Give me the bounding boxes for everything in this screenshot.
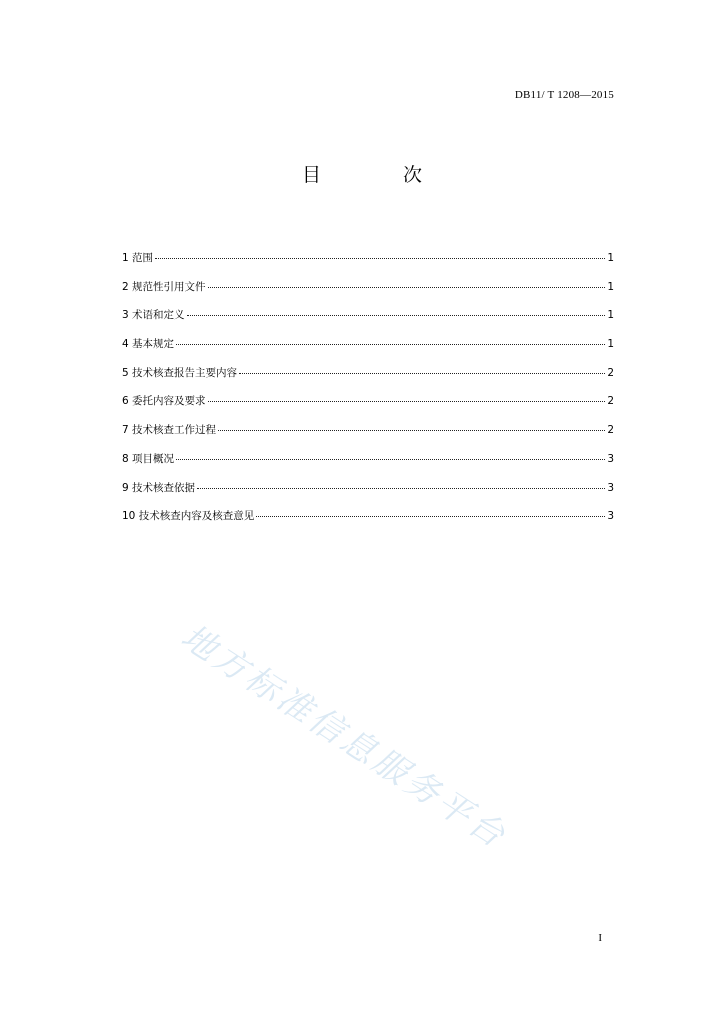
toc-entry[interactable] bbox=[122, 336, 614, 365]
watermark: 地方标准信息服务平台 bbox=[173, 616, 515, 858]
toc-entry-page: 2 bbox=[607, 395, 614, 408]
toc-entry-label: 6 委托内容及要求 bbox=[122, 395, 206, 408]
toc-entry-page: 3 bbox=[607, 481, 614, 494]
toc-entry[interactable] bbox=[122, 393, 614, 422]
toc-entry-page: 1 bbox=[607, 252, 614, 264]
toc-entry[interactable] bbox=[122, 451, 614, 480]
toc-entry-label: 8 项目概况 bbox=[122, 452, 175, 465]
toc-entry[interactable] bbox=[122, 365, 614, 394]
dot-leader bbox=[256, 516, 605, 517]
toc-entry-label: 10 技术核查内容及核查意见 bbox=[122, 510, 255, 523]
toc-entry[interactable] bbox=[122, 422, 614, 451]
toc-entry[interactable] bbox=[122, 508, 614, 537]
toc-entry-page: 2 bbox=[607, 424, 614, 437]
toc-entry-label: 2 规范性引用文件 bbox=[122, 280, 206, 293]
table-of-contents bbox=[122, 250, 614, 537]
dot-leader bbox=[197, 488, 605, 489]
dot-leader bbox=[208, 401, 606, 402]
page-number: I bbox=[598, 932, 602, 944]
toc-entry-label: 1 范围 bbox=[122, 252, 154, 264]
dot-leader bbox=[187, 315, 606, 316]
standard-code: DB11/ T 1208—2015 bbox=[514, 89, 614, 101]
toc-entry-page: 1 bbox=[607, 309, 614, 322]
toc-entry[interactable] bbox=[122, 480, 614, 509]
toc-entry-page: 1 bbox=[607, 280, 614, 293]
toc-entry[interactable] bbox=[122, 307, 614, 336]
dot-leader bbox=[239, 373, 605, 374]
toc-entry-page: 1 bbox=[607, 338, 614, 351]
toc-entry-label: 9 技术核查依据 bbox=[122, 481, 196, 494]
toc-entry-label: 7 技术核查工作过程 bbox=[122, 424, 217, 437]
toc-entry[interactable] bbox=[122, 250, 614, 279]
dot-leader bbox=[218, 430, 605, 431]
toc-entry[interactable] bbox=[122, 279, 614, 308]
dot-leader bbox=[208, 287, 606, 288]
toc-entry-page: 3 bbox=[607, 452, 614, 465]
toc-entry-label: 5 技术核查报告主要内容 bbox=[122, 366, 238, 379]
dot-leader bbox=[176, 459, 605, 460]
toc-entry-label: 4 基本规定 bbox=[122, 338, 175, 351]
toc-entry-label: 3 术语和定义 bbox=[122, 309, 185, 322]
toc-entry-page: 2 bbox=[607, 366, 614, 379]
page-title: 目 次 bbox=[301, 164, 461, 186]
toc-entry-page: 3 bbox=[607, 510, 614, 523]
dot-leader bbox=[155, 258, 605, 259]
dot-leader bbox=[176, 344, 605, 345]
